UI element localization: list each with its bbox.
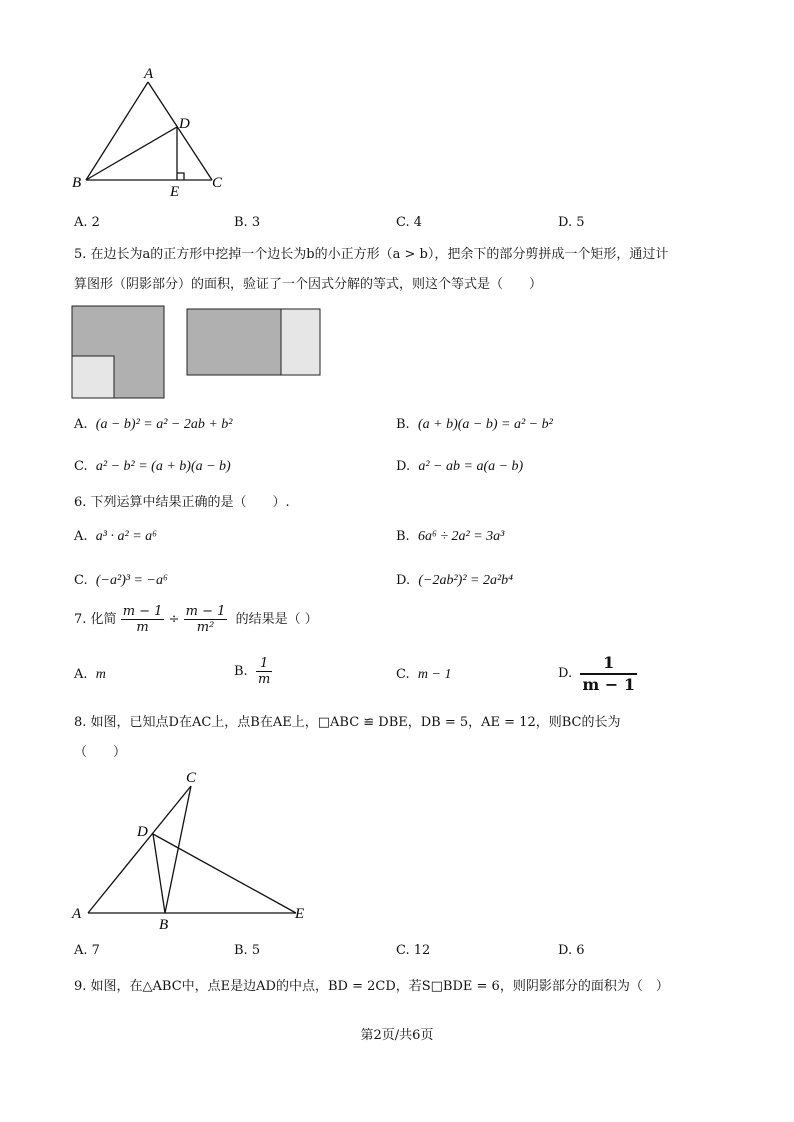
q7-option-b[interactable]: B. $\frac{1}{m}$ [234,656,271,687]
q5-rectangle-shaded [187,309,281,375]
q4-segment-bd [86,127,177,180]
q4-right-angle-mark [177,173,184,180]
q8-segment-bc [165,786,191,913]
q4-option-b[interactable]: B. 3 [234,215,261,230]
q8-stem-line2: （ ） [74,745,127,760]
q5-option-b[interactable]: B. (a + b)(a − b) = a² − b² [396,417,553,432]
q4-option-c[interactable]: C. 4 [396,215,423,230]
q5-option-c[interactable]: C. a² − b² = (a + b)(a − b) [74,459,231,474]
q5-option-a[interactable]: A. (a − b)² = a² − 2ab + b² [74,417,233,432]
q5-squares-figure [70,304,326,400]
q8-option-c[interactable]: C. 12 [396,943,431,958]
q4-label-a: A [144,66,154,82]
q4-triangle-figure [60,62,240,202]
q6-option-d[interactable]: D. (−2ab²)² = 2a²b⁴ [396,573,514,588]
q8-stem-line1: 8. 如图，已知点D在AC上，点B在AE上，□ABC ≌ DBE，DB = 5，AE = 12，则BC的长为 [74,715,621,730]
q8-option-d[interactable]: D. 6 [558,943,585,958]
q4-label-d: D [179,116,190,132]
q7-option-d[interactable]: D. $\frac{1}{m - 1}$ [558,652,635,694]
q8-label-c: C [186,770,197,786]
q4-label-b: B [72,175,82,191]
q4-label-e: E [170,184,180,200]
page-footer: 第2页/共6页 [360,1028,434,1043]
q5-option-d[interactable]: D. a² − ab = a(a − b) [396,459,524,474]
q8-segment-db [153,834,165,913]
q5-small-square [72,356,114,398]
q8-triangles-figure [64,766,324,934]
q5-stem-line2: 算图形（阴影部分）的面积，验证了一个因式分解的等式，则这个等式是（ ） [74,277,543,292]
q8-label-e: E [295,906,305,922]
q4-option-d[interactable]: D. 5 [558,215,585,230]
q6-option-b[interactable]: B. 6a⁶ ÷ 2a² = 3a³ [396,529,505,544]
q7-fraction-1: $\frac{m - 1}{m}$ [122,604,163,635]
q4-side-ab [86,82,148,180]
q8-label-a: A [72,906,82,922]
q9-stem: 9. 如图，在△ABC中，点E是边AD的中点，BD = 2CD，若S□BDE = 6，则阴影部分的面积为（ ） [74,979,669,994]
q8-option-a[interactable]: A. 7 [74,943,100,958]
q5-stem-line1: 5. 在边长为a的正方形中挖掉一个边长为b的小正方形（a > b），把余下的部分剪拼成一个矩形，通过计 [74,247,669,262]
q8-label-b: B [159,917,169,933]
q6-option-c[interactable]: C. (−a²)³ = −a⁶ [74,573,168,588]
q7-fraction-2: $\frac{m - 1}{\text{m²}}$ [185,604,226,635]
q7-stem: 7. 化简 $\frac{m - 1}{m}$ ÷ $\frac{m - 1}{\text{m²}}$ 的结果是（ ） [74,604,318,635]
q8-label-d: D [137,824,148,840]
q8-segment-ac [88,786,191,913]
q7-option-a[interactable]: A. m [74,667,106,682]
q4-option-a[interactable]: A. 2 [74,215,100,230]
q6-option-a[interactable]: A. a³ · a² = a⁶ [74,529,158,544]
q6-stem: 6. 下列运算中结果正确的是（ ）. [74,495,290,510]
q7-option-c[interactable]: C. m − 1 [396,667,452,682]
q4-label-c: C [212,175,223,191]
q8-segment-de [153,834,296,913]
q5-rectangle-light [281,309,320,375]
q8-option-b[interactable]: B. 5 [234,943,261,958]
